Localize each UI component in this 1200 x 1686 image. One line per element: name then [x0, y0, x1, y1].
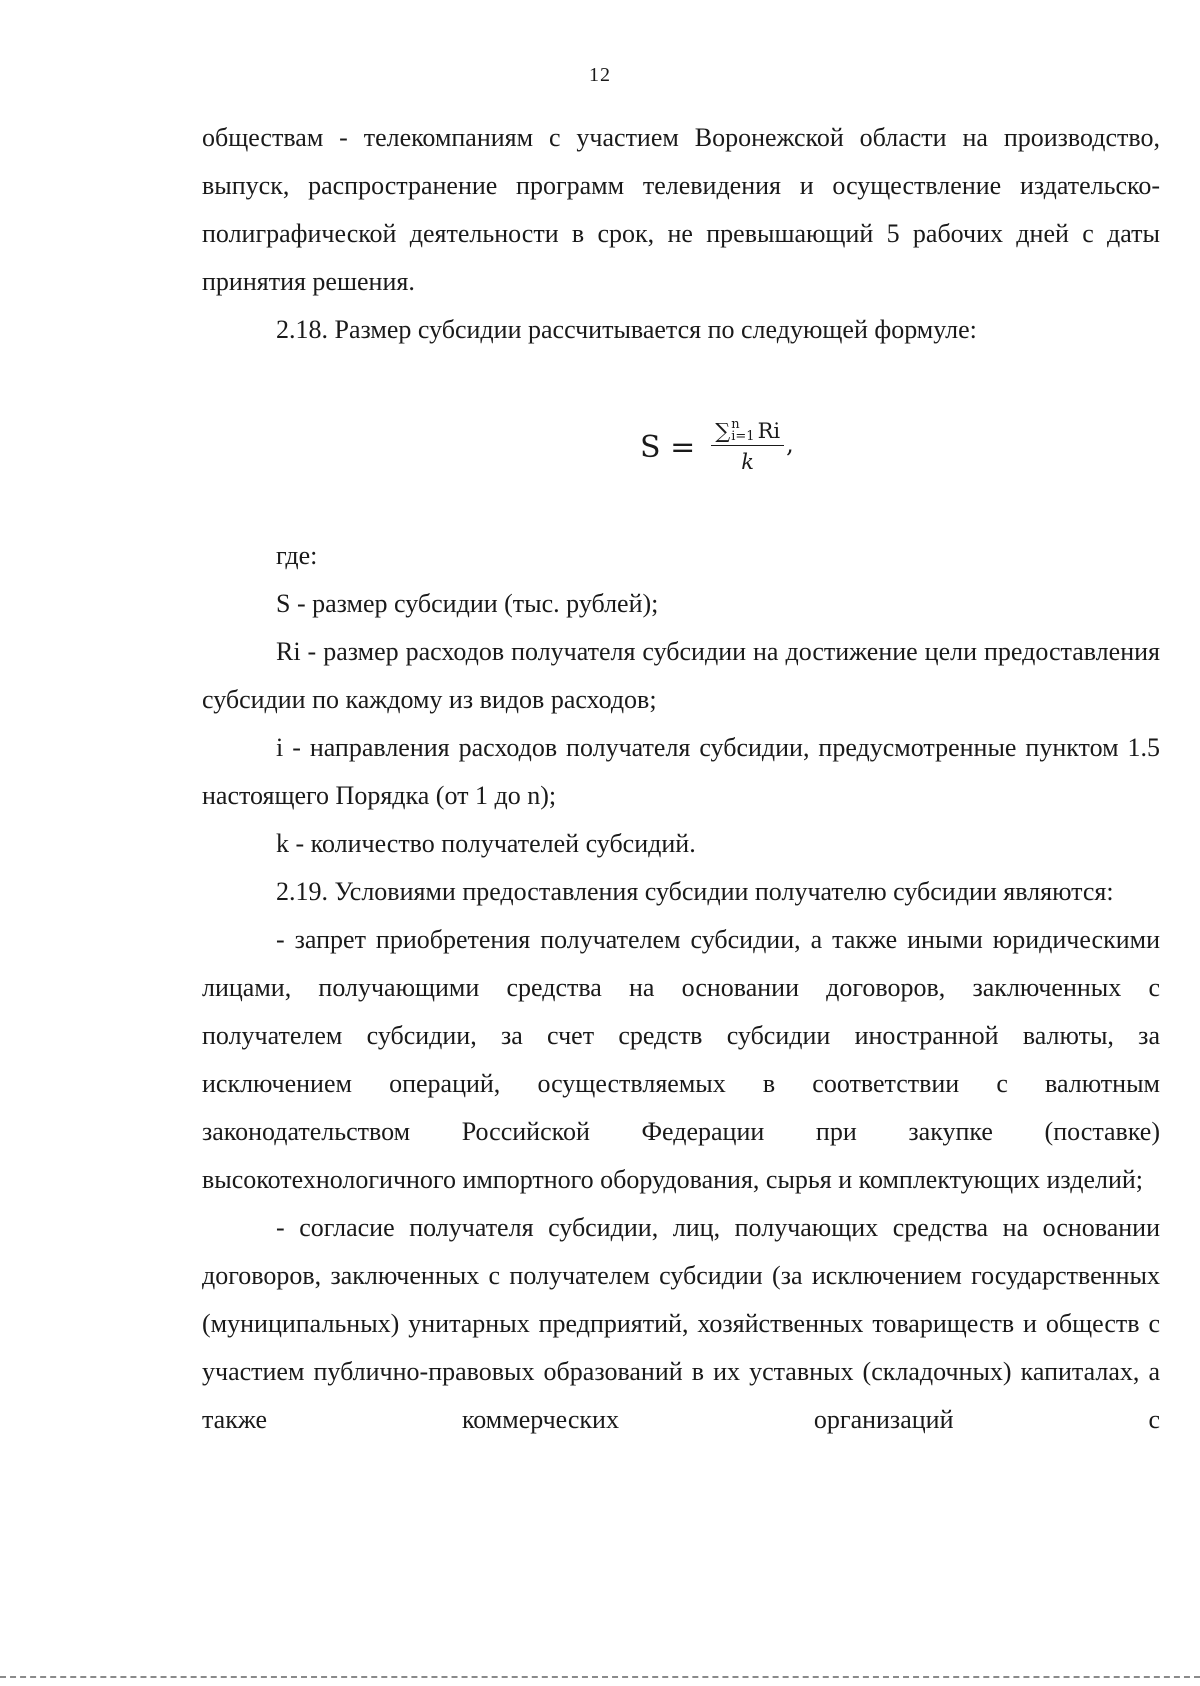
subsidy-formula	[640, 410, 794, 484]
sum-term: Ri	[757, 418, 781, 443]
sum-upper-limit: n	[731, 416, 740, 432]
definition-s: S - размер субсидии (тыс. рублей);	[276, 589, 659, 618]
text-block-main	[202, 532, 1160, 1444]
definition-ri: Ri - размер расходов получателя субсидии на достижение цели предоставления субсидии по каждому из видов расходов;	[202, 637, 1160, 714]
paragraph-2-18: 2.18. Размер субсидии рассчитывается по следующей формуле:	[276, 315, 977, 344]
sum-lower-limit: i=1	[731, 428, 755, 444]
formula-fraction	[711, 416, 784, 476]
text-block-top	[202, 114, 1160, 354]
formula-denominator: k	[741, 449, 755, 474]
scan-bottom-edge	[0, 1676, 1200, 1678]
formula-lhs: S =	[640, 429, 696, 465]
paragraph-continuation: обществам - телекомпаниям с участием Воронежской области на производство, выпуск, распространение программ телевидения и осуществление издательско-полиграфической деятельности в срок, не превышающий 5 рабочих дней с даты принятия решения.	[202, 123, 1160, 296]
definition-i: i - направления расходов получателя субсидии, предусмотренные пунктом 1.5 настоящего Порядка (от 1 до n);	[202, 733, 1160, 810]
page-number: 12	[589, 64, 611, 86]
paragraph-where: где:	[276, 541, 318, 570]
condition-consent: - согласие получателя субсидии, лиц, получающих средства на основании договоров, заключенных с получателем субсидии (за исключением государственных (муниципальных) унитарных предприятий, хозяйственных товариществ и обществ с участием публично-правовых образований в их уставных (складочных) капиталах, а также коммерческих организаций с	[202, 1213, 1160, 1434]
sum-symbol: ∑	[715, 418, 731, 443]
paragraph-2-19: 2.19. Условиями предоставления субсидии получателю субсидии являются:	[276, 877, 1114, 906]
formula-trailing-comma: ,	[786, 430, 794, 458]
formula-numerator	[711, 416, 784, 446]
condition-currency-ban: - запрет приобретения получателем субсидии, а также иными юридическими лицами, получающими средства на основании договоров, заключенных с получателем субсидии, за счет средств субсидии иностранной валюты, за исключением операций, осуществляемых в соответствии с валютным законодательством Российской Федерации при закупке (поставке) высокотехнологичного импортного оборудования, сырья и комплектующих изделий;	[202, 925, 1160, 1194]
definition-k: k - количество получателей субсидий.	[276, 829, 696, 858]
sum-limits	[731, 416, 755, 444]
